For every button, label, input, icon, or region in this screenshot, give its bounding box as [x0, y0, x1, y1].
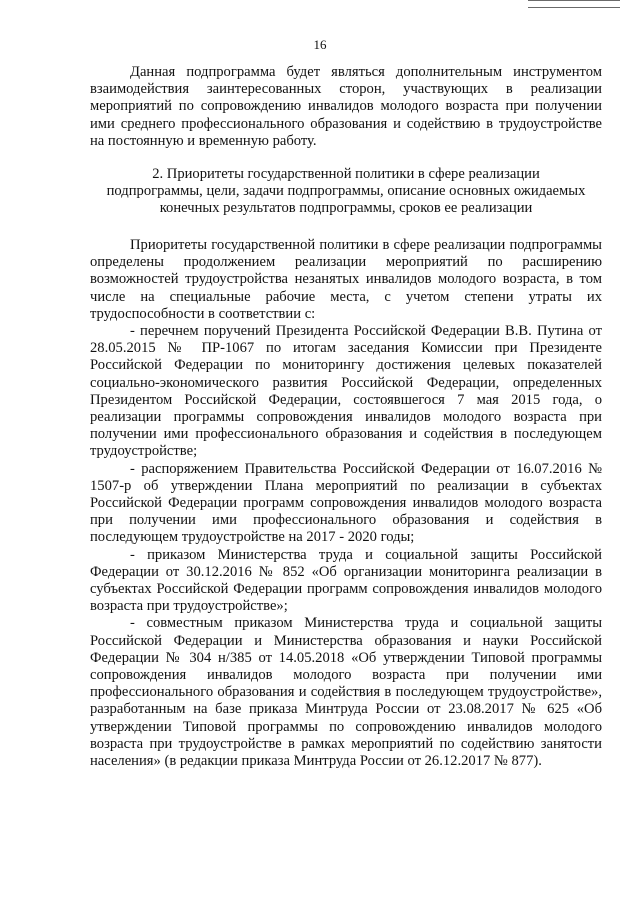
intro-section — [90, 64, 602, 150]
list-item-government-decree: - распоряжением Правительства Российской Федерации от 16.07.2016 № 1507-р об утверждении Плана мероприятий по реализации в субъектах Российской Федерации программ сопровождения инвалидов молодого возраста при получении ими профессионального образования и содействия в последующем трудоустройстве на 2017 - 2020 годы; — [90, 460, 602, 546]
section-heading — [90, 166, 602, 218]
priorities-paragraph: Приоритеты государственной политики в сфере реализации подпрограммы определены продолжением реализации мероприятий по расширению возможностей трудоустройства незанятых инвалидов молодого возраста, в том числе на специальные рабочие места, с учетом степени утраты их трудоспособности в соответствии с: — [90, 237, 602, 322]
list-item-ministry-order: - приказом Министерства труда и социальной защиты Российской Федерации от 30.12.2016 № 852 «Об организации мониторинга реализации в субъектах Российской Федерации программ сопровождения инвалидов молодого возраста при трудоустройстве»; — [90, 546, 602, 615]
main-text — [90, 237, 602, 770]
list-item-presidential-orders: - перечнем поручений Президента Российской Федерации В.В. Путина от 28.05.2015 № ПР-1067 по итогам заседания Комиссии при Президенте Российской Федерации по мониторингу достижения целевых показателей социально-экономического развития Российской Федерации, определенных Президентом Российской Федерации, состоявшегося 7 мая 2015 года, о реализации программы сопровождения инвалидов молодого возраста при получении ими профессионального образования и содействия в последующем трудоустройстве; — [90, 323, 602, 460]
corner-scan-mark — [528, 0, 620, 8]
intro-paragraph: Данная подпрограмма будет являться дополнительным инструментом взаимодействия заинтересованных сторон, участвующих в реализации мероприятий по сопровождению инвалидов молодого возраста при получении ими среднего профессионального образования и содействию в трудоустройстве на постоянную и временную работу. — [90, 64, 602, 149]
section-heading-line-1: 2. Приоритеты государственной политики в сфере реализации — [152, 166, 540, 182]
section-heading-line-3: конечных результатов подпрограммы, сроков ее реализации — [159, 200, 533, 217]
list-item-joint-order: - совместным приказом Министерства труда и социальной защиты Российской Федерации и Министерства образования и науки Российской Федерации № 304 н/385 от 14.05.2018 «Об утверждении Типовой программы сопровождения инвалидов молодого возраста при получении ими профессионального образования и содействия в последующем трудоустройстве», разработанным на базе приказа Минтруда России от 23.08.2017 № 625 «Об утверждении Типовой программы по сопровождению инвалидов молодого возраста при трудоустройстве в рамках мероприятий по содействию занятости населения» (в редакции приказа Минтруда России от 26.12.2017 № 877). — [90, 615, 602, 770]
page-number: 16 — [313, 37, 327, 52]
section-heading-line-2: подпрограммы, цели, задачи подпрограммы, описание основных ожидаемых — [106, 183, 586, 200]
